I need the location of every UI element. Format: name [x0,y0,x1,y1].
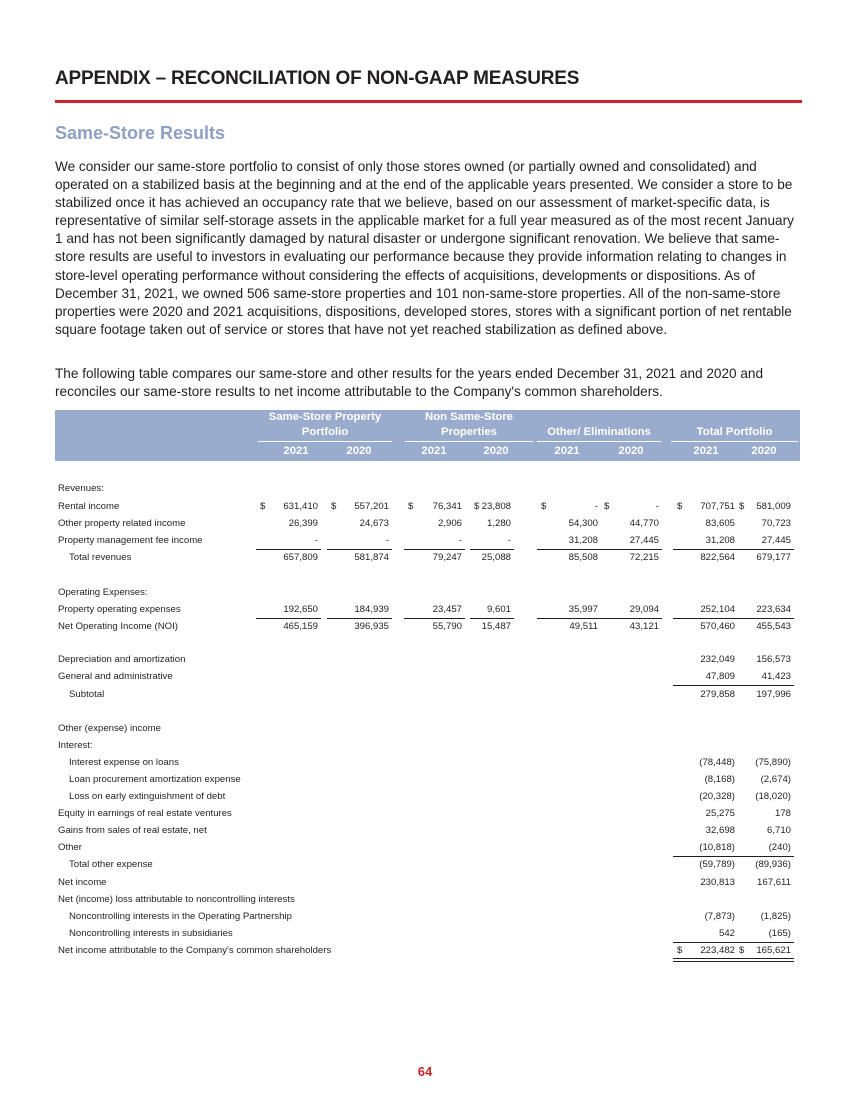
table-cell: 44,770 [629,518,659,529]
group-header-line: Same-Store Property [268,411,382,423]
group-header-line: Portfolio [301,426,349,438]
table-cell: 31,208 [568,535,598,546]
year-header: 2020 [483,445,509,457]
table-cell: 23,457 [432,604,462,615]
table-row [55,788,800,805]
double-underline [673,958,738,962]
double-underline [735,958,794,962]
table-cell: 24,673 [359,518,389,529]
underline [537,618,601,619]
table-cell: 6,710 [766,825,791,836]
row-label: Net income attributable to the Company's common shareholders [58,945,332,956]
underline [327,549,392,550]
table-row [55,651,800,668]
underline [735,685,794,686]
table-cell: 679,177 [756,552,791,563]
row-label: Other [58,842,82,853]
underline [673,856,738,857]
row-label: General and administrative [58,671,173,682]
table-cell: 223,482 [700,945,735,956]
table-cell: 31,208 [705,535,735,546]
group-header-same-store [258,410,392,440]
underline [404,549,465,550]
table-cell: 25,275 [705,808,735,819]
table-cell: (59,789) [699,859,735,870]
row-label: Interest: [58,740,93,751]
table-cell: 184,939 [354,604,389,615]
table-row [55,720,800,737]
table-cell: 27,445 [629,535,659,546]
table-cell: - [507,535,511,546]
table-intro-paragraph: The following table compares our same-store and other results for the years ended December 31, 2021 and 2020 and reconciles our same-store results to net income attributable to the Company's common shareholders. [55,366,764,400]
underline [673,618,738,619]
row-label: Noncontrolling interests in the Operating Partnership [69,911,292,922]
table-cell: 54,300 [568,518,598,529]
row-label: Equity in earnings of real estate ventures [58,808,232,819]
table-cell: 35,997 [568,604,598,615]
table-cell: (75,890) [755,757,791,768]
currency-symbol: $ [408,501,414,512]
table-row [55,874,800,891]
table-cell: 223,634 [756,604,791,615]
table-row [55,737,800,754]
table-cell: 178 [774,808,791,819]
table-cell: (89,936) [755,859,791,870]
underline [327,618,392,619]
table-row [55,856,800,873]
year-header: 2021 [554,445,580,457]
table-cell: 83,605 [705,518,735,529]
underline [537,549,601,550]
table-cell: (240) [768,842,791,853]
table-cell: (165) [768,928,791,939]
table-row [55,908,800,925]
group-underline [258,441,392,442]
row-label: Loan procurement amortization expense [69,774,241,785]
underline [735,549,794,550]
currency-symbol: $ [474,501,480,512]
table-cell: 15,487 [481,621,511,632]
table-cell: - [458,535,462,546]
table-cell: 55,790 [432,621,462,632]
row-label: Operating Expenses: [58,587,148,598]
underline [256,618,321,619]
table-cell: (78,448) [699,757,735,768]
group-underline [537,441,661,442]
year-header: 2020 [346,445,372,457]
table-cell: 230,813 [700,877,735,888]
year-header: 2021 [421,445,447,457]
table-cell: 279,858 [700,689,735,700]
table-cell: 70,723 [761,518,791,529]
underline [470,549,514,550]
header-divider [55,100,802,103]
table-cell: 26,399 [288,518,318,529]
table-cell: - [655,501,659,512]
underline [673,942,738,943]
table-cell: 85,508 [568,552,598,563]
table-row [55,754,800,771]
row-label: Other (expense) income [58,723,161,734]
table-cell: (20,328) [699,791,735,802]
year-header: 2021 [693,445,719,457]
currency-symbol: $ [331,501,337,512]
group-underline [671,441,798,442]
table-row [55,584,800,601]
row-label: Rental income [58,501,120,512]
row-label: Gains from sales of real estate, net [58,825,207,836]
table-cell: - [314,535,318,546]
table-cell: 25,088 [481,552,511,563]
row-label: Other property related income [58,518,186,529]
page-header-title: APPENDIX – RECONCILIATION OF NON-GAAP MEASURES [55,68,580,89]
table-cell: 2,906 [437,518,462,529]
underline [600,549,662,550]
underline [735,856,794,857]
table-cell: (18,020) [755,791,791,802]
group-header-total [671,410,798,440]
table-cell: 455,543 [756,621,791,632]
table-cell: 1,280 [486,518,511,529]
table-row [55,549,800,566]
row-label: Interest expense on loans [69,757,179,768]
row-label: Loss on early extinguishment of debt [69,791,226,802]
table-cell: 165,621 [756,945,791,956]
underline [673,549,738,550]
table-row [55,480,800,497]
table-cell: 27,445 [761,535,791,546]
table-cell: 72,215 [629,552,659,563]
currency-symbol: $ [260,501,266,512]
underline [256,549,321,550]
table-cell: 41,423 [761,671,791,682]
group-header-line: Total Portfolio [696,426,773,438]
table-cell: 465,159 [283,621,318,632]
table-cell: 49,511 [569,621,598,632]
row-label: Depreciation and amortization [58,654,186,665]
table-row [55,498,800,515]
year-header: 2020 [751,445,777,457]
table-cell: 252,104 [700,604,735,615]
table-row [55,925,800,942]
table-row [55,771,800,788]
table-row [55,822,800,839]
currency-symbol: $ [739,501,745,512]
row-label: Property management fee income [58,535,203,546]
row-label: Property operating expenses [58,604,181,615]
table-cell: - [594,501,598,512]
table-cell: 79,247 [432,552,462,563]
underline [735,618,794,619]
table-row [55,839,800,856]
table-cell: 631,410 [283,501,318,512]
table-row [55,686,800,703]
currency-symbol: $ [541,501,547,512]
table-cell: 156,573 [756,654,791,665]
row-label: Net income [58,877,107,888]
table-row [55,618,800,635]
table-cell: 570,460 [700,621,735,632]
table-cell: 23,808 [481,501,511,512]
table-cell: 29,094 [629,604,659,615]
table-cell: 47,809 [705,671,735,682]
table-cell: 396,935 [354,621,389,632]
group-header-non-same-store [405,410,533,440]
table-row [55,668,800,685]
group-header-line: Other/ Eliminations [547,426,651,438]
underline [735,942,794,943]
table-cell: 197,996 [756,689,791,700]
group-header-other [537,410,661,440]
table-cell: - [385,535,389,546]
group-underline [405,441,533,442]
year-header: 2021 [283,445,309,457]
table-cell: 822,564 [700,552,735,563]
section-title: Same-Store Results [55,123,226,143]
row-label: Noncontrolling interests in subsidiaries [69,928,233,939]
table-cell: 76,341 [432,501,462,512]
table-cell: 557,201 [354,501,389,512]
row-label: Total revenues [69,552,132,563]
group-header-line [537,410,661,425]
table-cell: 657,809 [283,552,318,563]
row-label: Total other expense [69,859,153,870]
table-cell: (10,818) [699,842,735,853]
table-cell: 167,611 [757,877,791,888]
row-label: Net Operating Income (NOI) [58,621,178,632]
table-row [55,891,800,908]
table-cell: 32,698 [705,825,735,836]
table-row [55,601,800,618]
currency-symbol: $ [677,945,683,956]
table-cell: 9,601 [486,604,511,615]
table-cell: (1,825) [760,911,791,922]
underline [600,618,662,619]
group-header-line: Properties [441,426,497,438]
table-row [55,942,800,959]
table-cell: (2,674) [760,774,791,785]
intro-paragraph: We consider our same-store portfolio to consist of only those stores owned (or partially owned and consolidated) and operated on a stabilized basis at the beginning and at the end of the applicable years presented. We consider a store to be stabilized once it has achieved an occupancy rate that we believe, based on our assessment of market-specific data, is representative of similar self-storage assets in the applicable market for a full year measured as of the most recent January 1 and has not been significantly damaged by natural disaster or undergone significant renovation. We believe that same-store results are useful to investors in evaluating our performance because they provide information relating to changes in store-level operating performance without considering the effects of acquisitions, developments or dispositions. As of December 31, 2021, we owned 506 same-store properties and 101 non-same-store properties. All of the non-same-store properties were 2020 and 2021 acquisitions, dispositions, developed stores, stores with a significant portion of net rentable square footage taken out of service or stores that have not yet reached stabilization as defined above. [55,159,794,337]
table-cell: 192,650 [283,604,318,615]
currency-symbol: $ [604,501,610,512]
table-row [55,515,800,532]
underline [470,618,514,619]
group-header-line [671,410,798,425]
group-header-line: Non Same-Store [425,411,513,423]
year-header: 2020 [618,445,644,457]
row-label: Revenues: [58,483,104,494]
table-cell: (8,168) [704,774,735,785]
table-cell: (7,873) [704,911,735,922]
currency-symbol: $ [739,945,745,956]
underline [673,685,738,686]
table-cell: 581,009 [756,501,791,512]
table-cell: 43,121 [629,621,659,632]
row-label: Subtotal [69,689,105,700]
table-cell: 232,049 [700,654,735,665]
table-cell: 581,874 [354,552,389,563]
table-cell: 707,751 [700,501,735,512]
currency-symbol: $ [677,501,683,512]
underline [404,618,465,619]
row-label: Net (income) loss attributable to noncontrolling interests [58,894,295,905]
page-number: 64 [417,1064,433,1079]
table-row [55,805,800,822]
table-row [55,532,800,549]
table-cell: 542 [718,928,735,939]
